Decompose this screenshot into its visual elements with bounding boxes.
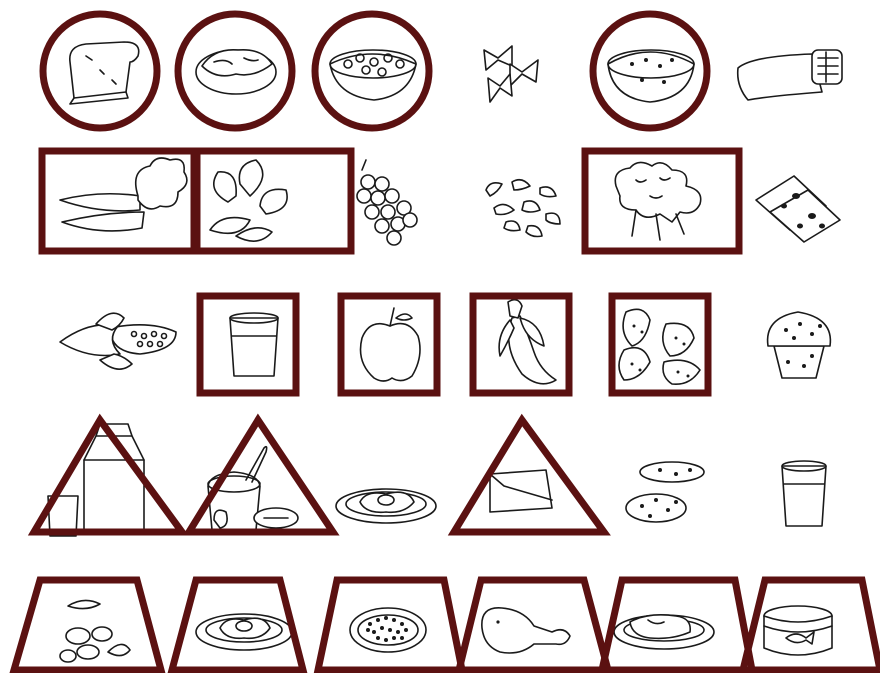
fried-egg-plate-icon xyxy=(336,489,436,523)
nuts-seeds-icon xyxy=(60,600,130,662)
apple-icon xyxy=(361,308,421,381)
row-fruits xyxy=(60,300,830,384)
bread-slice-icon xyxy=(70,42,139,104)
oatmeal-bowl-icon xyxy=(608,50,694,102)
broccoli-icon xyxy=(615,162,700,240)
steak-plate-icon xyxy=(614,615,714,649)
chicken-drumstick-icon xyxy=(482,608,570,653)
row-vegetables xyxy=(60,158,840,245)
cereal-bowl-icon xyxy=(330,50,416,100)
bowtie-pasta-icon xyxy=(484,46,538,102)
row-dairy xyxy=(48,424,826,536)
egg-plate-icon xyxy=(196,614,292,650)
milk-glass-icon xyxy=(782,461,826,526)
strawberries-icon xyxy=(619,309,700,384)
rice-bag-icon xyxy=(738,50,842,100)
juice-glass-icon xyxy=(230,313,278,376)
grapes-icon xyxy=(357,160,417,245)
banana-icon xyxy=(499,300,556,384)
cheese-slice-icon xyxy=(490,470,552,512)
tuna-can-icon xyxy=(764,606,832,655)
beans-bowl-icon xyxy=(350,608,426,652)
carrots-icon xyxy=(60,158,187,231)
muffin-icon xyxy=(768,312,831,378)
spinach-leaves-icon xyxy=(210,160,287,241)
cashews-icon xyxy=(486,180,560,237)
corn-cob-icon xyxy=(60,313,176,369)
cookies-icon xyxy=(626,462,704,522)
tortilla-plate-icon xyxy=(196,50,276,94)
cheese-slices-icon xyxy=(756,176,840,242)
